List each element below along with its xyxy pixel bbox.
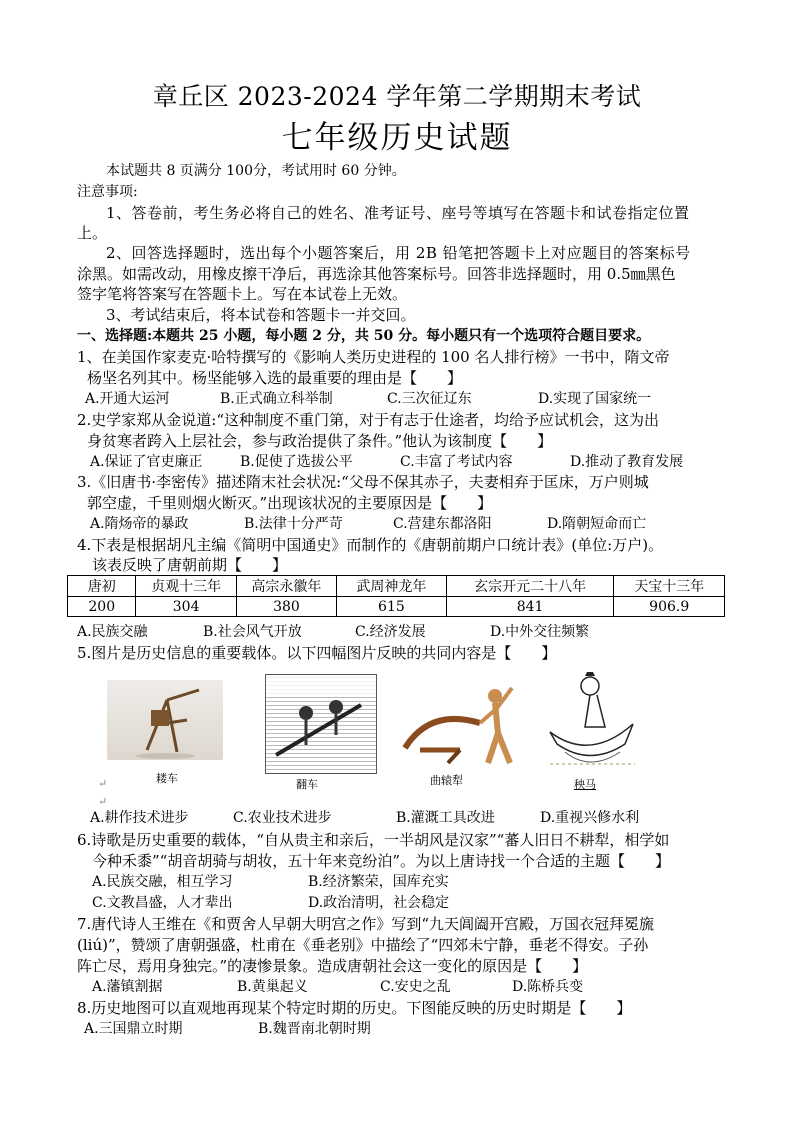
q7-option: A.藩镇割据 (92, 979, 163, 995)
figure-caption: 秧马 (574, 778, 596, 791)
curved-plough-image (400, 678, 530, 768)
question-6-line: 6.诗歌是历史重要的载体，“自从贵主和亲后，一半胡风是汉家”“蕃人旧日不耕犁，相学如 (77, 831, 670, 849)
q6-option: D.政治清明，社会稳定 (308, 895, 450, 911)
question-1-line: 杨坚名列其中。杨坚能够入选的最重要的理由是【 】 (87, 369, 463, 387)
q8-option: A.三国鼎立时期 (84, 1021, 183, 1037)
table-header-row (68, 576, 725, 597)
figure-caption: 曲辕犁 (430, 774, 463, 787)
q4-option: A.民族交融 (77, 624, 148, 640)
question-3-line: 郭空虚，千里则烟火断灭。”出现该状况的主要原因是【 】 (87, 494, 493, 512)
figure-caption: 翻车 (296, 778, 318, 791)
rice-seedling-horse-image (545, 672, 640, 772)
q7-option: D.陈桥兵变 (512, 979, 584, 995)
q6-option: C.文教昌盛，人才辈出 (92, 895, 233, 911)
table-cell: 304 (136, 597, 236, 617)
q2-option: B.促使了选拔公平 (240, 454, 353, 470)
seed-drill-image (107, 680, 223, 760)
paragraph-mark: ↵ (98, 777, 108, 790)
q4-option: D.中外交往频繁 (490, 624, 590, 640)
q2-option: A.保证了官吏廉正 (90, 454, 203, 470)
q1-option: C.三次征辽东 (387, 391, 472, 407)
figure-caption: 耧车 (156, 772, 178, 785)
exam-subtitle: 七年级历史试题 (281, 120, 513, 156)
question-8-line: 8.历史地图可以直观地再现某个特定时期的历史。下图能反映的历史时期是【 】 (77, 999, 632, 1017)
q3-option: B.法律十分严苛 (244, 516, 343, 532)
q4-option: C.经济发展 (355, 624, 426, 640)
notice-line: 上。 (77, 224, 108, 242)
table-header-cell: 天宝十三年 (614, 576, 725, 597)
notice-line: 3、考试结束后，将本试卷和答题卡一并交回。 (106, 306, 416, 324)
q3-option: D.隋朝短命而亡 (547, 516, 647, 532)
question-6-line: 今种禾黍”“胡音胡骑与胡妆，五十年来竞纷泊”。为以上唐诗找一个合适的主题【 】 (92, 852, 671, 870)
question-1-line: 1、在美国作家麦克·哈特撰写的《影响人类历史进程的 100 名人排行榜》一书中，隋文帝 (77, 348, 670, 366)
notice-line: 1、答卷前，考生务必将自己的姓名、准考证号、座号等填写在答题卡和试卷指定位置 (106, 204, 690, 222)
q3-option: A.隋炀帝的暴政 (90, 516, 189, 532)
question-7-line: 阵亡尽，焉用身独完。”的凄惨景象。造成唐朝社会这一变化的原因是【 】 (77, 957, 588, 975)
q5-option: D.重视兴修水利 (540, 810, 640, 826)
q7-option: C.安史之乱 (380, 979, 451, 995)
notice-line: 2、回答选择题时，选出每个小题答案后，用 2B 铅笔把答题卡上对应题目的答案标号 (106, 244, 691, 262)
q8-option: B.魏晋南北朝时期 (258, 1021, 371, 1037)
notice-line: 签字笔将答案写在答题卡上。写在本试卷上无效。 (77, 285, 408, 303)
square-pallet-pump-image (265, 674, 377, 774)
q1-option: D.实现了国家统一 (538, 391, 652, 407)
notice-title: 注意事项: (77, 184, 138, 200)
exam-title: 章丘区 2023-2024 学年第二学期期末考试 (152, 82, 642, 111)
paragraph-mark: ↵ (98, 795, 108, 808)
question-7-line: (liú)”，赞颂了唐朝强盛，杜甫在《垂老别》中描绘了“四郊未宁静，垂老不得安。子孙 (77, 936, 649, 954)
q6-option: B.经济繁荣，国库充实 (308, 874, 449, 890)
q7-option: B.黄巢起义 (237, 979, 308, 995)
q2-option: D.推动了教育发展 (570, 454, 684, 470)
q4-option: B.社会风气开放 (203, 624, 302, 640)
table-cell: 615 (337, 597, 447, 617)
q5-option: A.耕作技术进步 (90, 810, 189, 826)
table-header-cell: 贞观十三年 (136, 576, 236, 597)
q1-option: B.正式确立科举制 (220, 391, 333, 407)
question-7-line: 7.唐代诗人王维在《和贾舍人早朝大明宫之作》写到“九天阊阖开宫殿，万国衣冠拜冕旒 (77, 915, 654, 933)
table-cell: 841 (446, 597, 614, 617)
table-cell: 906.9 (614, 597, 725, 617)
table-header-cell: 玄宗开元二十八年 (446, 576, 614, 597)
section-heading: 一、选择题:本题共 25 小题，每小题 2 分，共 50 分。每小题只有一个选项符合题目要求。 (77, 328, 651, 344)
table-row (68, 597, 725, 617)
notice-line: 涂黑。如需改动，用橡皮擦干净后，再选涂其他答案标号。回答非选择题时，用 0.5㎜黑色 (77, 265, 676, 283)
q5-figures (100, 672, 660, 802)
table-cell: 200 (68, 597, 136, 617)
intro-text: 本试题共 8 页满分 100分，考试用时 60 分钟。 (106, 163, 406, 179)
question-2-line: 2.史学家郑从金说道:“这种制度不重门第，对于有志于仕途者，均给予应试机会，这为出 (77, 411, 660, 429)
q1-option: A.开通大运河 (85, 391, 170, 407)
q5-option: C.农业技术进步 (233, 810, 332, 826)
question-4-line: 该表反映了唐朝前期【 】 (92, 556, 288, 574)
question-2-line: 身贫寒者跨入上层社会，参与政治提供了条件。”他认为该制度【 】 (87, 432, 553, 450)
table-header-cell: 武周神龙年 (337, 576, 447, 597)
household-table (67, 575, 725, 617)
q5-option: B.灌溉工具改进 (396, 810, 495, 826)
q3-option: C.营建东都洛阳 (393, 516, 492, 532)
q6-option: A.民族交融，相互学习 (92, 874, 233, 890)
question-4-line: 4.下表是根据胡凡主编《简明中国通史》而制作的《唐朝前期户口统计表》(单位:万户)。 (77, 536, 664, 554)
table-cell: 380 (236, 597, 336, 617)
question-3-line: 3.《旧唐书·李密传》描述隋末社会状况:“父母不保其赤子，夫妻相弃于匡床，万户则城 (77, 473, 649, 491)
question-5-line: 5.图片是历史信息的重要载体。以下四幅图片反映的共同内容是【 】 (77, 644, 557, 662)
q2-option: C.丰富了考试内容 (400, 454, 513, 470)
table-header-cell: 高宗永徽年 (236, 576, 336, 597)
table-header-cell: 唐初 (68, 576, 136, 597)
